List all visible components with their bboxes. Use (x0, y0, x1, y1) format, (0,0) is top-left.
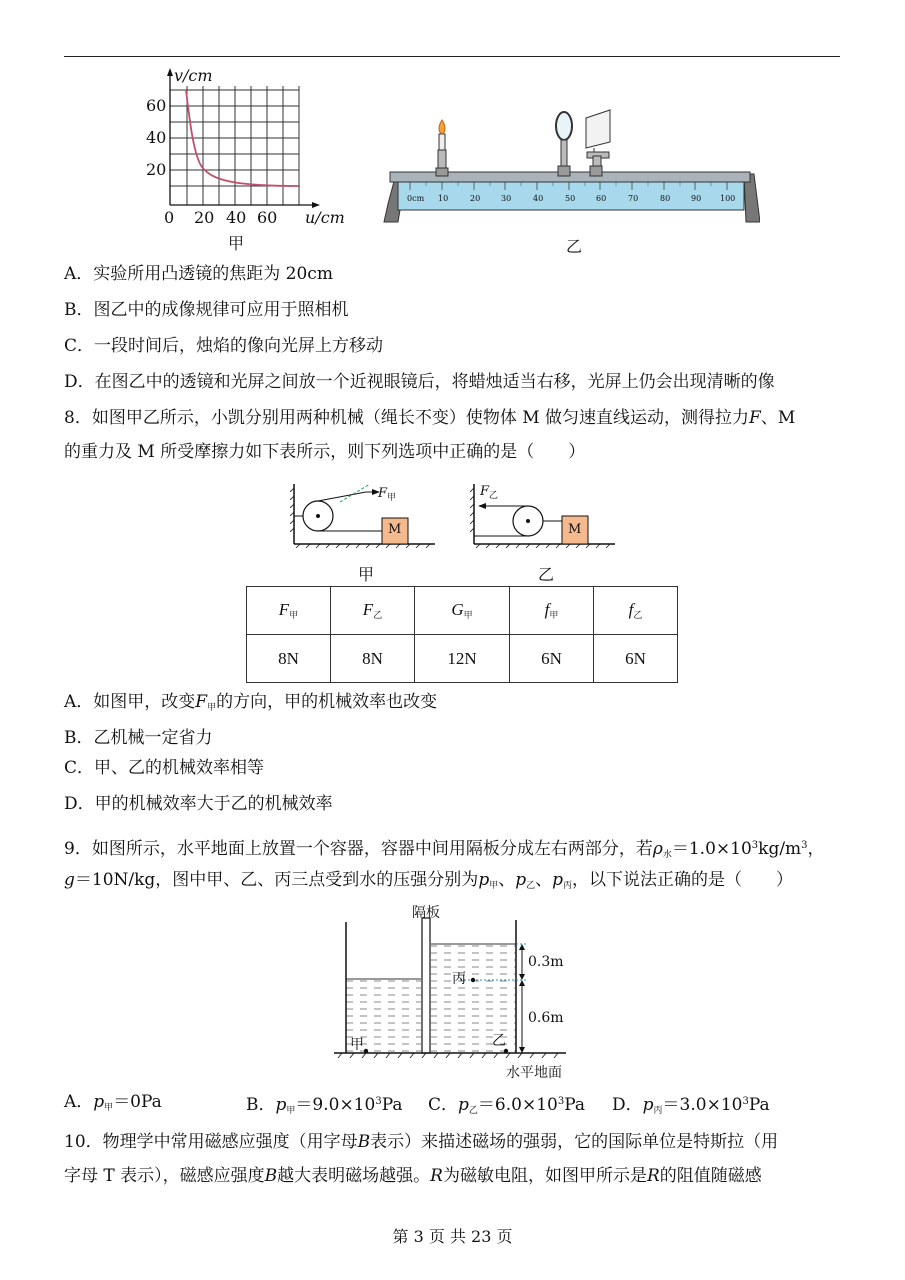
ground-label: 水平地面 (506, 1065, 562, 1081)
dim-0-3m: 0.3m (528, 954, 564, 970)
caption-yi: 乙 (538, 565, 555, 584)
ruler-30: 30 (501, 194, 512, 203)
q8-stem-line1: 8．如图甲乙所示，小凯分别用两种机械（绳长不变）使物体 M 做匀速直线运动，测得拉力F、M (64, 408, 796, 428)
q8-option-d: D．甲的机械效率大于乙的机械效率 (64, 794, 333, 814)
partition-label: 隔板 (412, 905, 440, 921)
table-header: $F_乙$ (331, 587, 415, 635)
q7-option-b: B．图乙中的成像规律可应用于照相机 (64, 300, 349, 320)
q9-stem-line2: g＝10N/kg，图中甲、乙、丙三点受到水的压强分别为$p_甲$、$p_乙$、$p_丙$，以下说法正确的是（ ） (64, 870, 794, 891)
x-tick-0: 0 (164, 208, 175, 227)
vu-graph (140, 64, 355, 254)
ruler-20: 20 (470, 194, 481, 203)
ruler-80: 80 (660, 194, 671, 203)
optical-bench (380, 104, 760, 254)
table-cell: 8N (247, 635, 331, 683)
x-tick-40: 40 (226, 208, 247, 227)
table-header: $f_乙$ (594, 587, 678, 635)
ruler-100: 100 (720, 194, 736, 203)
q8-option-c: C．甲、乙的机械效率相等 (64, 758, 265, 778)
ruler-60: 60 (596, 194, 607, 203)
q9-stem-line1: 9．如图所示，水平地面上放置一个容器，容器中间用隔板分成左右两部分，若$\rho_水=1.0\times 10^3kg/m^3$， (64, 839, 825, 860)
table-row (247, 635, 678, 683)
q10-stem-line2: 字母 T 表示），磁感应强度B越大表明磁场越强。R为磁敏电阻，如图甲所示是R的阻值随磁感 (64, 1166, 762, 1186)
point-jia-label: 甲 (350, 1037, 364, 1053)
bench-caption: 乙 (566, 237, 583, 256)
force-label-jia: $F_甲$ (378, 486, 397, 503)
point-bing-label: 丙 (452, 971, 466, 987)
force-label-yi: $F_乙$ (480, 484, 499, 501)
ruler-0: 0cm (407, 194, 425, 203)
ruler-90: 90 (691, 194, 702, 203)
ruler-10: 10 (438, 194, 449, 203)
y-tick-20: 20 (146, 160, 167, 179)
table-cell: 8N (331, 635, 415, 683)
table-cell: 6N (510, 635, 594, 683)
header-rule (64, 56, 840, 57)
ruler-40: 40 (533, 194, 544, 203)
x-tick-60: 60 (257, 208, 278, 227)
optical-bench-svg (380, 104, 760, 229)
table-header: $G_甲$ (415, 587, 510, 635)
q8-option-a: A．如图甲，改变$F_甲$的方向，甲的机械效率也改变 (64, 692, 438, 713)
table-header: $F_甲$ (247, 587, 331, 635)
dim-0-6m: 0.6m (528, 1010, 564, 1026)
y-tick-40: 40 (146, 128, 167, 147)
q7-option-c: C．一段时间后，烛焰的像向光屏上方移动 (64, 336, 384, 356)
q9-option-b: B．$p_甲=9.0\times 10^3Pa$ (246, 1095, 403, 1116)
x-tick-20: 20 (194, 208, 215, 227)
q10-stem-line1: 10．物理学中常用磁感应强度（用字母B表示）来描述磁场的强弱，它的国际单位是特斯拉（用 (64, 1132, 779, 1152)
point-yi-label: 乙 (492, 1033, 506, 1049)
container-figure (330, 900, 580, 1085)
block-m-jia: M (388, 522, 402, 537)
q9-option-c: C．$p_乙=6.0\times 10^3Pa$ (428, 1095, 586, 1116)
ruler-70: 70 (628, 194, 639, 203)
pulley-figure-yi (470, 478, 620, 584)
q8-option-b: B．乙机械一定省力 (64, 728, 213, 748)
table-cell: 12N (415, 635, 510, 683)
pulley-figure-jia (290, 478, 440, 584)
force-table (246, 586, 678, 683)
block-m-yi: M (568, 522, 582, 537)
y-axis-label: v/cm (174, 66, 213, 85)
q8-stem-line2: 的重力及 M 所受摩擦力如下表所示，则下列选项中正确的是（ ） (64, 442, 586, 462)
pulley-jia-svg (290, 478, 440, 553)
ruler-50: 50 (565, 194, 576, 203)
table-header: $f_甲$ (510, 587, 594, 635)
table-header-row (247, 587, 678, 635)
caption-jia: 甲 (358, 565, 375, 584)
q9-option-a: A．$p_甲=0Pa$ (64, 1092, 162, 1113)
table-cell: 6N (594, 635, 678, 683)
q7-option-d: D．在图乙中的透镜和光屏之间放一个近视眼镜后，将蜡烛适当右移，光屏上仍会出现清晰的像 (64, 372, 775, 392)
graph-caption: 甲 (228, 234, 245, 253)
y-tick-60: 60 (146, 96, 167, 115)
page-footer: 第 3 页 共 23 页 (392, 1227, 513, 1246)
x-axis-label: u/cm (305, 208, 345, 227)
q7-option-a: A．实验所用凸透镜的焦距为 20cm (64, 264, 333, 284)
q9-option-d: D．$p_丙=3.0\times 10^3Pa$ (612, 1095, 770, 1116)
